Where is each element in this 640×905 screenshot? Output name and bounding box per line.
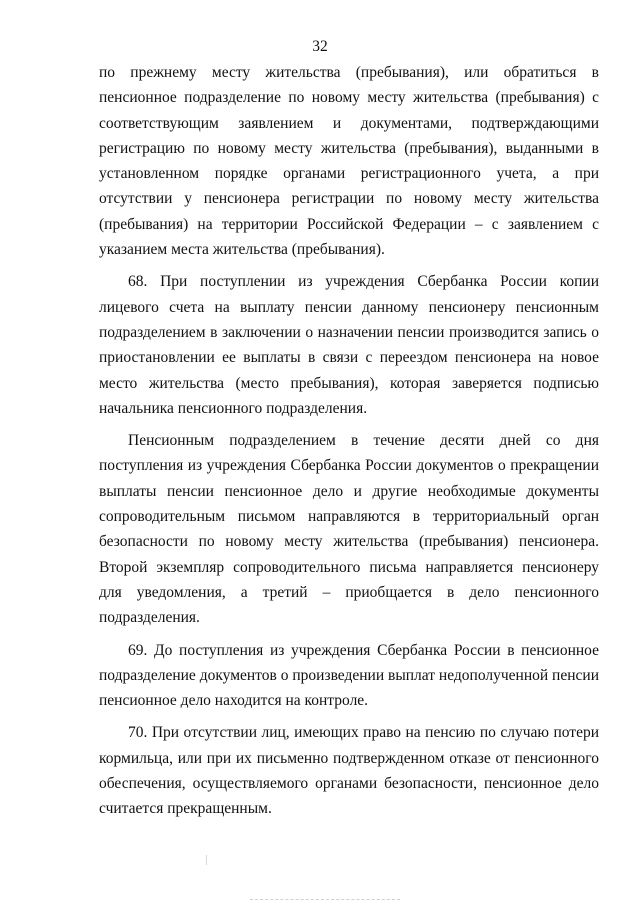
page-body	[99, 60, 599, 822]
page-number: 32	[312, 38, 328, 55]
scan-artifact-line	[250, 899, 400, 900]
paragraph-69: 69. До поступления из учреждения Сбербанка России в пенсионное подразделение документов о произведении выплат недополученной пенсии пенсионное дело находится на контроле.	[99, 641, 599, 710]
paragraph-68: 68. При поступлении из учреждения Сбербанка России копии лицевого счета на выплату пенсии данному пенсионеру пенсионным подразделением в заключении о назначении пенсии производится запись о приостановлении ее выплаты в связи с переездом пенсионера на новое место жительства (место пребывания), которая заверяется подписью начальника пенсионного подразделения.	[99, 273, 599, 417]
paragraph-continuation: по прежнему месту жительства (пребывания), или обратиться в пенсионное подразделение по новому месту жительства (пребывания) с соответствующим заявлением и документами, подтверждающими регистрацию по новому месту жительства (пребывания), выданными в установленном порядке органами регистрационного учета, а при отсутствии у пенсионера регистрации по новому месту жительства (пребывания) на территории Российской Федерации – с заявлением с указанием места жительства (пребывания).	[99, 64, 599, 259]
paragraph-70: 70. При отсутствии лиц, имеющих право на пенсию по случаю потери кормильца, или при их письменно подтвержденном отказе от пенсионного обеспечения, осуществляемого органами безопасности, пенсионное дело считается прекращенным.	[99, 724, 599, 818]
scan-artifact-mark	[206, 855, 207, 865]
paragraph-68-continued: Пенсионным подразделением в течение десяти дней со дня поступления из учреждения Сбербанка России документов о прекращении выплаты пенсии пенсионное дело и другие необходимые документы сопроводительным письмом направляются в территориальный орган безопасности по новому месту жительства (пребывания) пенсионера. Второй экземпляр сопроводительного письма направляется пенсионеру для уведомления, а третий – приобщается в дело пенсионного подразделения.	[99, 432, 599, 627]
